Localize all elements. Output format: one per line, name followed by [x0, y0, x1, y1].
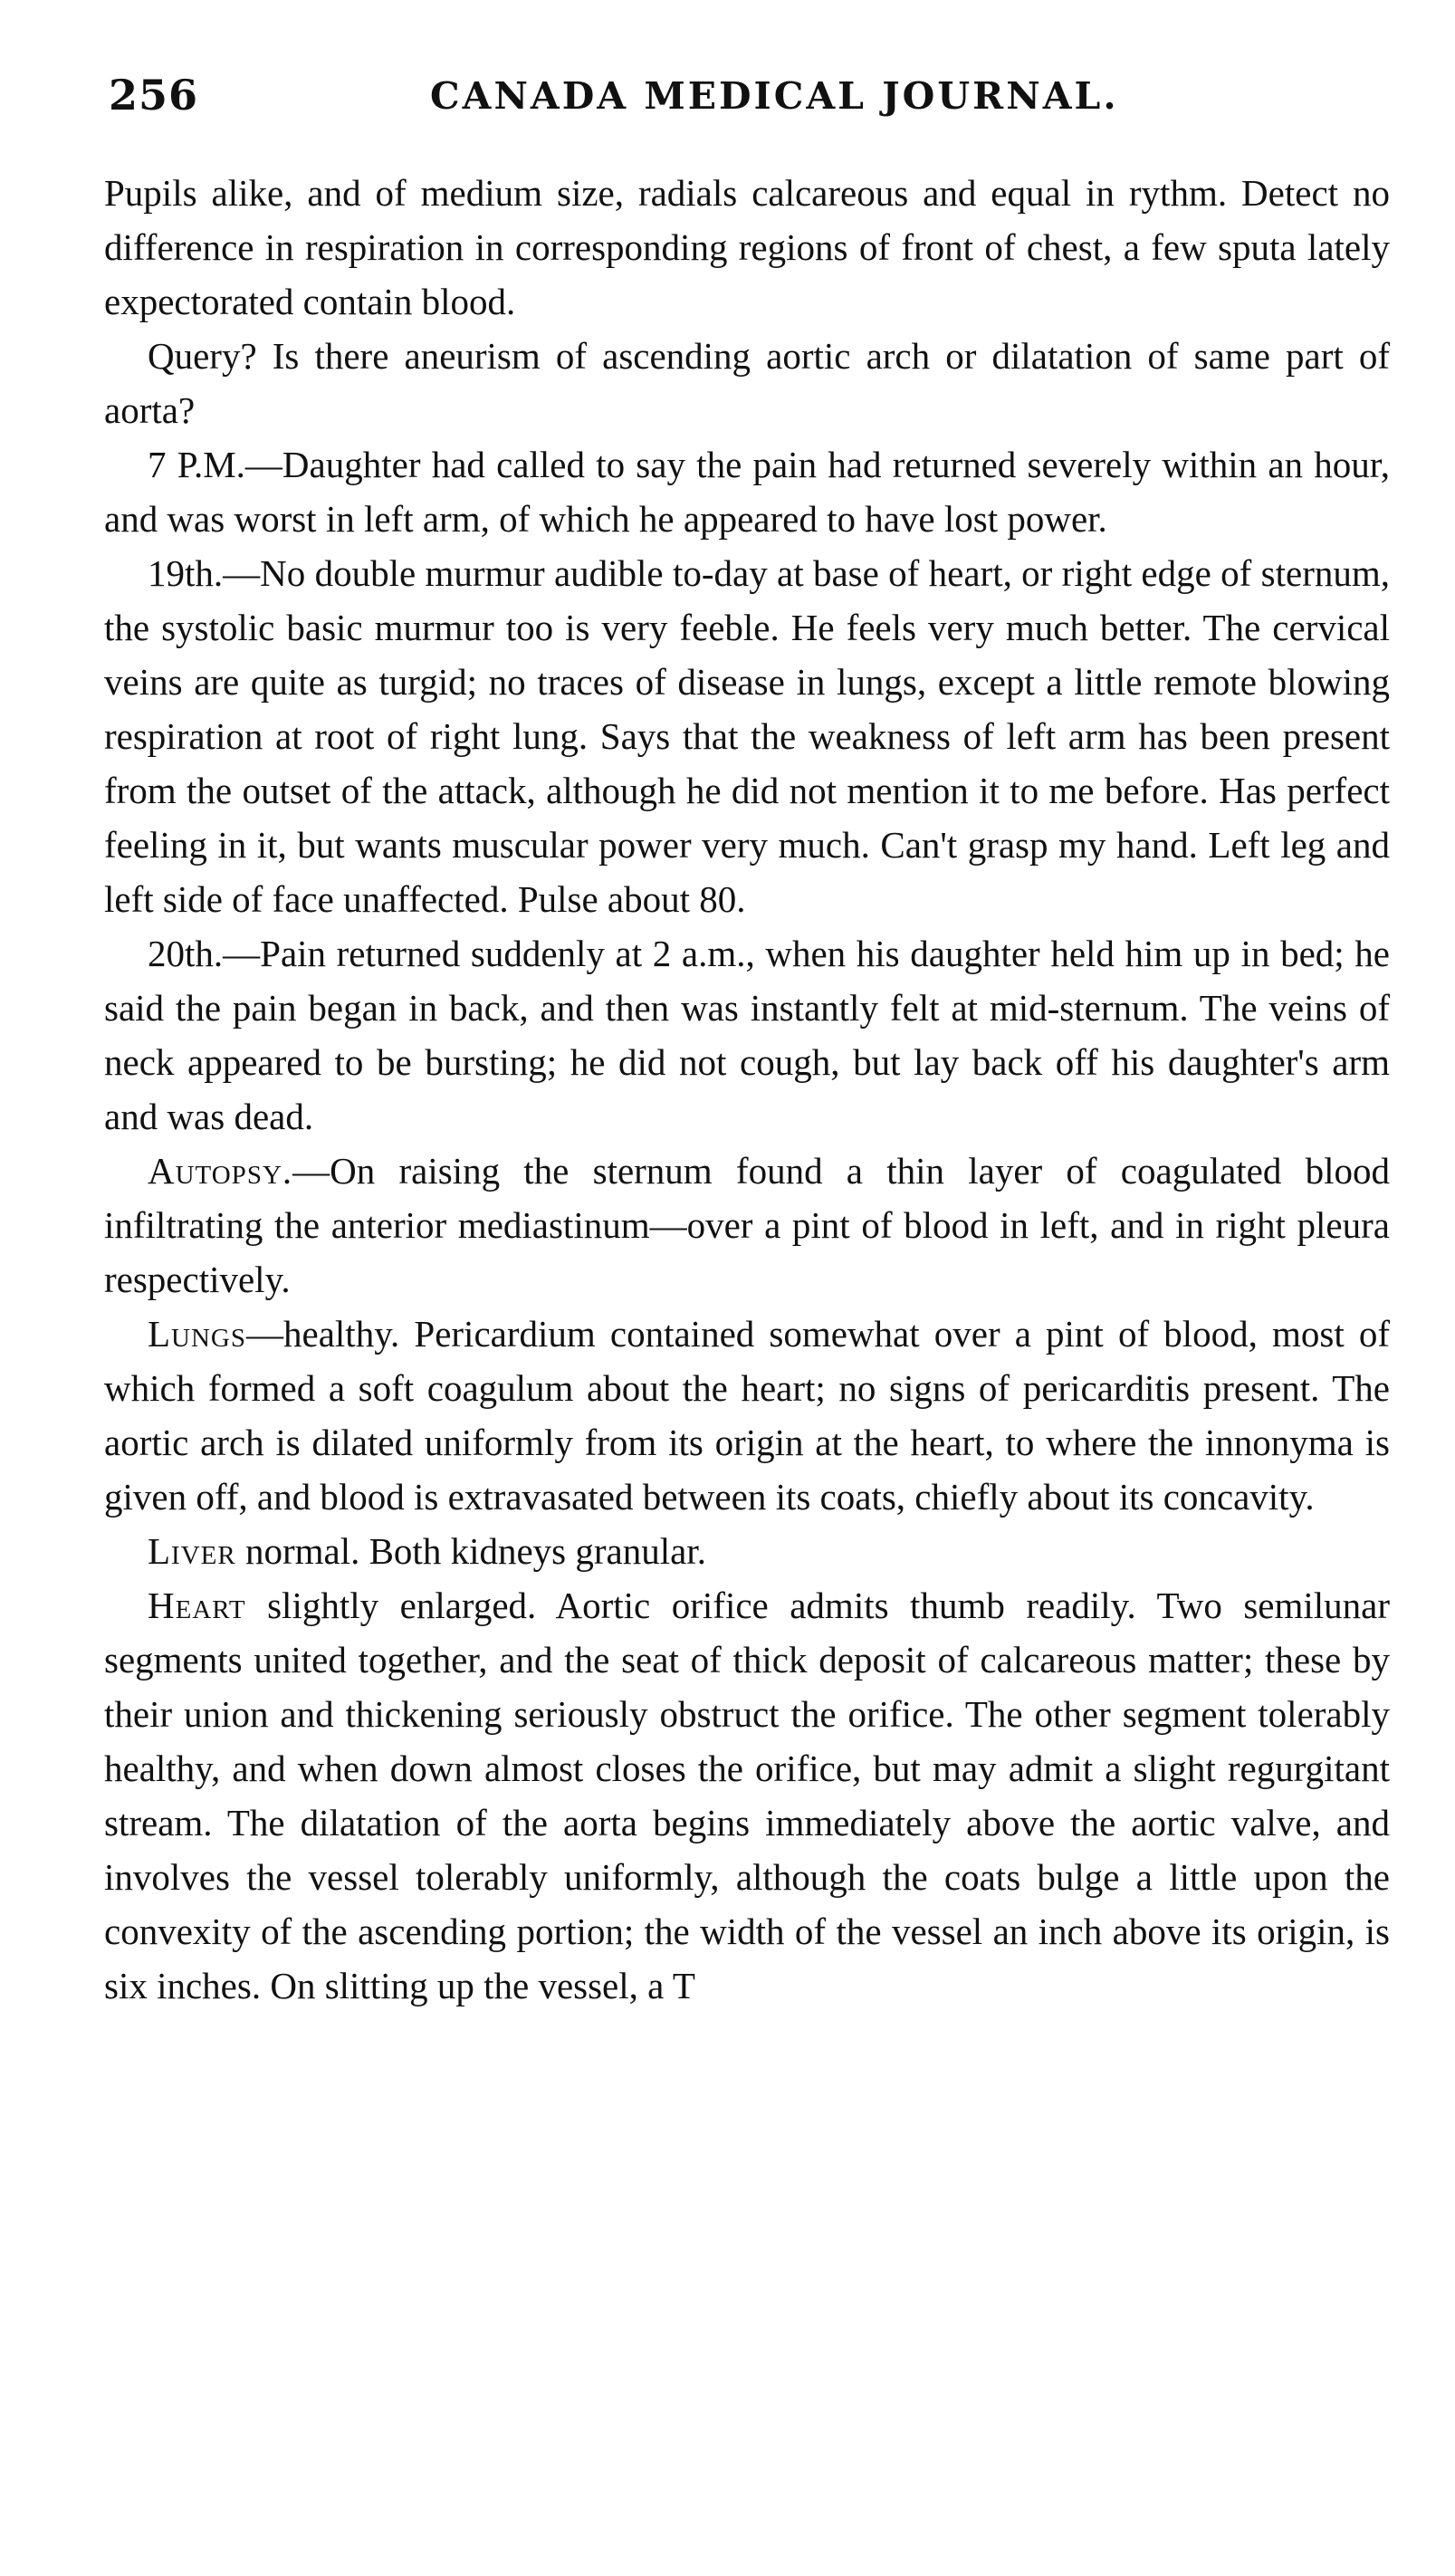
paragraph-7pm — [104, 437, 1390, 546]
paragraph-lead: Heart — [148, 1585, 246, 1626]
paragraph-text: Query? Is there aneurism of ascending aortic arch or dilatation of same part of aorta? — [104, 335, 1390, 431]
paragraph-text: 7 P.M.—Daughter had called to say the pain had returned severely within an hour, and was worst in left arm, of which he appeared to have lost power. — [104, 444, 1390, 540]
paragraph-text: 20th.—Pain returned suddenly at 2 a.m., when his daughter held him up in bed; he said the pain began in back, and then was instantly felt at mid-sternum. The veins of neck appeared to be bursting; he did not cough, but lay back off his daughter's arm and was dead. — [104, 933, 1390, 1137]
paragraph-lead: Autopsy. — [148, 1150, 293, 1192]
paragraph-19th — [104, 546, 1390, 926]
paragraph-text: —healthy. Pericardium contained somewhat over a pint of blood, most of which formed a soft coagulum about the heart; no signs of pericarditis present. The aortic arch is dilated uniformly from its origin at the heart, to where the innonyma is given off, and blood is extravasated between its coats, chiefly about its concavity. — [104, 1313, 1390, 1518]
paragraph-text: 19th.—No double murmur audible to-day at base of heart, or right edge of sternum, the systolic basic murmur too is very feeble. He feels very much better. The cervical veins are quite as turgid; no traces of disease in lungs, except a little remote blowing respiration at root of right lung. Says that the weakness of left arm has been present from the outset of the attack, although he did not mention it to me before. Has perfect feeling in it, but wants muscular power very much. Can't grasp my hand. Left leg and left side of face unaffected. Pulse about 80. — [104, 552, 1390, 920]
page-header — [109, 71, 1394, 125]
page-number: 256 — [109, 71, 199, 120]
paragraph-liver — [104, 1524, 1390, 1578]
article-body — [104, 166, 1390, 2013]
paragraph-heart — [104, 1578, 1390, 2013]
paragraph-text: slightly enlarged. Aortic orifice admits thumb readily. Two semilunar segments united together, and the seat of thick deposit of calcareous matter; these by their union and thickening seriously obstruct the orifice. The other segment tolerably healthy, and when down almost closes the orifice, but may admit a slight regurgitant stream. The dilatation of the aorta begins immediately above the aortic valve, and involves the vessel tolerably uniformly, although the coats bulge a little upon the convexity of the ascending portion; the width of the vessel an inch above its origin, is six inches. On slitting up the vessel, a T — [104, 1585, 1390, 2006]
running-head: CANADA MEDICAL JOURNAL. — [430, 74, 1119, 118]
paragraph-lead: Liver — [148, 1530, 236, 1572]
paragraph-query — [104, 329, 1390, 437]
paragraph-lead: Lungs — [148, 1313, 247, 1355]
paragraph-lungs — [104, 1307, 1390, 1524]
paragraph-autopsy — [104, 1144, 1390, 1307]
paragraph-20th — [104, 926, 1390, 1144]
paragraph-pupils — [104, 166, 1390, 329]
paragraph-text: normal. Both kidneys granular. — [235, 1530, 706, 1572]
paragraph-text: —On raising the sternum found a thin layer of coagulated blood infiltrating the anterior mediastinum—over a pint of blood in left, and in right pleura respectively. — [104, 1150, 1390, 1300]
paragraph-text: Pupils alike, and of medium size, radials calcareous and equal in rythm. Detect no difference in respiration in corresponding regions of front of chest, a few sputa lately expectorated contain blood. — [104, 172, 1390, 322]
